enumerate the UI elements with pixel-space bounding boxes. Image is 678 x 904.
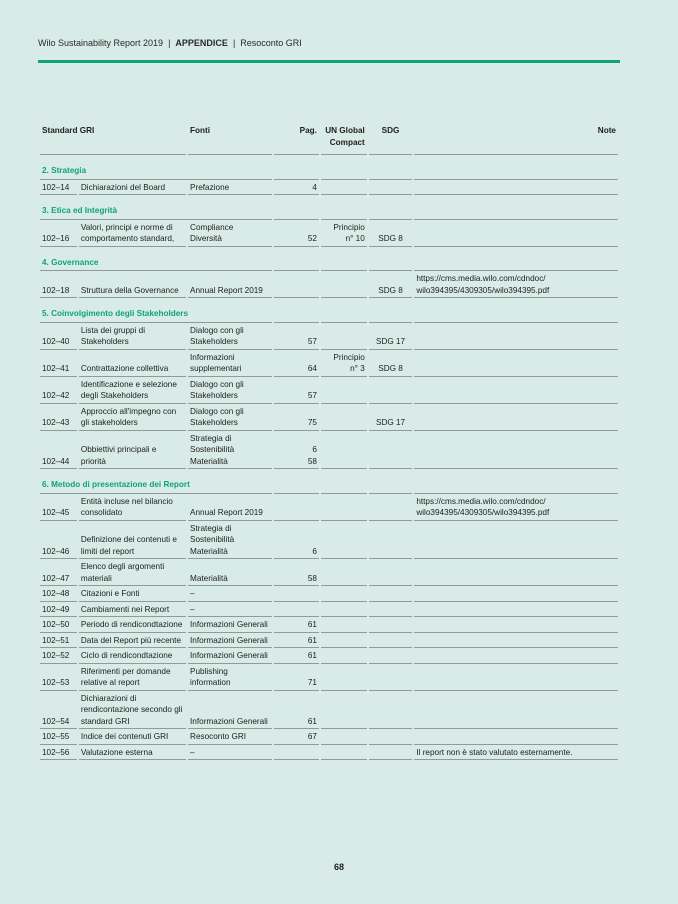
row-code: 102–42 xyxy=(40,377,77,404)
row-description: Definizione dei contenuti e limiti del report xyxy=(79,521,186,560)
section-title: 5. Coinvolgimento degli Stakeholders xyxy=(40,298,272,323)
row-description: Ciclo di rendicondtazione xyxy=(79,648,186,664)
row-description: Indice dei contenuti GRI xyxy=(79,729,186,745)
row-description: Citazioni e Fonti xyxy=(79,586,186,602)
row-global-compact xyxy=(321,633,367,649)
row-description: Valutazione esterna xyxy=(79,745,186,761)
row-sdg xyxy=(369,633,413,649)
row-global-compact xyxy=(321,323,367,350)
row-global-compact xyxy=(321,180,367,196)
row-code: 102–52 xyxy=(40,648,77,664)
row-global-compact xyxy=(321,664,367,691)
col-header-sdg: SDG xyxy=(369,123,413,155)
row-pag: 52 xyxy=(274,220,319,247)
row-pag: 4 xyxy=(274,180,319,196)
report-title: Wilo Sustainability Report 2019 xyxy=(38,38,164,48)
table-header-row xyxy=(40,123,618,155)
row-pag: 61 xyxy=(274,691,319,730)
row-note xyxy=(414,350,618,377)
row-fonti: Strategia di Sostenibilità Materialità xyxy=(188,431,272,470)
row-description: Valori, principi e norme di comportamento standard, xyxy=(79,220,186,247)
section-blank-cell xyxy=(369,469,413,494)
row-note xyxy=(414,602,618,618)
row-global-compact: Principio n° 10 xyxy=(321,220,367,247)
row-note xyxy=(414,521,618,560)
table-row xyxy=(40,323,618,350)
row-pag: 64 xyxy=(274,350,319,377)
table-row xyxy=(40,559,618,586)
row-code: 102–48 xyxy=(40,586,77,602)
section-blank-cell xyxy=(414,298,618,323)
section-heading-row xyxy=(40,247,618,272)
section-blank-cell xyxy=(414,247,618,272)
row-note xyxy=(414,586,618,602)
row-note: Il report non è stato valutato esternamente. xyxy=(414,745,618,761)
row-code: 102–45 xyxy=(40,494,77,521)
section-heading-row xyxy=(40,155,618,180)
table-row xyxy=(40,377,618,404)
row-note xyxy=(414,664,618,691)
section-blank-cell xyxy=(274,195,319,220)
row-fonti: Informazioni Generali xyxy=(188,617,272,633)
row-note xyxy=(414,220,618,247)
col-header-fonti: Fonti xyxy=(188,123,272,155)
table-row xyxy=(40,404,618,431)
row-sdg: SDG 17 xyxy=(369,323,413,350)
row-pag: 71 xyxy=(274,664,319,691)
section-blank-cell xyxy=(369,195,413,220)
table-row xyxy=(40,350,618,377)
row-sdg xyxy=(369,586,413,602)
row-pag: 67 xyxy=(274,729,319,745)
row-sdg: SDG 17 xyxy=(369,404,413,431)
row-global-compact xyxy=(321,602,367,618)
row-code: 102–50 xyxy=(40,617,77,633)
row-description: Dichiarazioni di rendicontazione secondo gli standard GRI xyxy=(79,691,186,730)
row-global-compact xyxy=(321,431,367,470)
row-note xyxy=(414,323,618,350)
row-description: Obbiettivi principali e priorità xyxy=(79,431,186,470)
row-global-compact xyxy=(321,559,367,586)
row-description: Riferimenti per domande relative al report xyxy=(79,664,186,691)
row-global-compact xyxy=(321,648,367,664)
section-blank-cell xyxy=(369,247,413,272)
row-global-compact xyxy=(321,494,367,521)
row-note: https://cms.media.wilo.com/cdndoc/ wilo394395/4309305/wilo394395.pdf xyxy=(414,271,618,298)
row-global-compact xyxy=(321,404,367,431)
row-description: Approccio all'impegno con gli stakeholders xyxy=(79,404,186,431)
row-pag: 61 xyxy=(274,617,319,633)
section-blank-cell xyxy=(274,298,319,323)
row-description: Struttura della Governance xyxy=(79,271,186,298)
row-sdg: SDG 8 xyxy=(369,220,413,247)
table-row xyxy=(40,521,618,560)
row-global-compact xyxy=(321,521,367,560)
table-row xyxy=(40,586,618,602)
section-heading-row xyxy=(40,298,618,323)
row-fonti: Informazioni supplementari xyxy=(188,350,272,377)
section-blank-cell xyxy=(274,247,319,272)
row-note xyxy=(414,633,618,649)
table-row xyxy=(40,617,618,633)
section-blank-cell xyxy=(414,195,618,220)
gri-index-table xyxy=(38,123,620,760)
table-row xyxy=(40,648,618,664)
section-blank-cell xyxy=(274,469,319,494)
row-description: Lista dei gruppi di Stakeholders xyxy=(79,323,186,350)
row-note xyxy=(414,648,618,664)
row-sdg xyxy=(369,729,413,745)
row-code: 102–40 xyxy=(40,323,77,350)
row-note xyxy=(414,729,618,745)
section-blank-cell xyxy=(414,155,618,180)
row-note xyxy=(414,617,618,633)
row-global-compact xyxy=(321,377,367,404)
row-code: 102–16 xyxy=(40,220,77,247)
row-code: 102–49 xyxy=(40,602,77,618)
section-blank-cell xyxy=(321,298,367,323)
row-global-compact xyxy=(321,586,367,602)
section-blank-cell xyxy=(321,155,367,180)
row-pag: 6 58 xyxy=(274,431,319,470)
section-title: 2. Strategia xyxy=(40,155,272,180)
row-fonti: Materialità xyxy=(188,559,272,586)
row-code: 102–56 xyxy=(40,745,77,761)
row-fonti: Publishing information xyxy=(188,664,272,691)
row-code: 102–54 xyxy=(40,691,77,730)
row-global-compact xyxy=(321,271,367,298)
col-header-standard: Standard GRI xyxy=(40,123,186,155)
row-fonti: – xyxy=(188,586,272,602)
row-note xyxy=(414,559,618,586)
row-pag xyxy=(274,602,319,618)
row-fonti: Informazioni Generali xyxy=(188,648,272,664)
row-sdg xyxy=(369,691,413,730)
row-sdg xyxy=(369,648,413,664)
row-pag: 75 xyxy=(274,404,319,431)
row-pag xyxy=(274,586,319,602)
row-global-compact xyxy=(321,691,367,730)
row-sdg xyxy=(369,617,413,633)
row-fonti: Prefazione xyxy=(188,180,272,196)
row-fonti: Compliance Diversità xyxy=(188,220,272,247)
row-sdg xyxy=(369,431,413,470)
table-row xyxy=(40,180,618,196)
row-note xyxy=(414,404,618,431)
row-global-compact: Principio n° 3 xyxy=(321,350,367,377)
row-sdg xyxy=(369,377,413,404)
row-note xyxy=(414,180,618,196)
row-fonti: Informazioni Generali xyxy=(188,691,272,730)
row-pag: 6 xyxy=(274,521,319,560)
row-description: Periodo di rendicondtazione xyxy=(79,617,186,633)
row-fonti: Dialogo con gli Stakeholders xyxy=(188,377,272,404)
section-blank-cell xyxy=(369,155,413,180)
section-blank-cell xyxy=(414,469,618,494)
section-blank-cell xyxy=(321,469,367,494)
row-sdg: SDG 8 xyxy=(369,350,413,377)
row-sdg xyxy=(369,180,413,196)
section-blank-cell xyxy=(274,155,319,180)
table-row xyxy=(40,494,618,521)
row-fonti: Strategia di Sostenibilità Materialità xyxy=(188,521,272,560)
header-separator-1: | xyxy=(168,38,171,48)
row-sdg xyxy=(369,602,413,618)
row-sdg xyxy=(369,559,413,586)
row-code: 102–51 xyxy=(40,633,77,649)
section-title: 6. Metodo di presentazione dei Report xyxy=(40,469,272,494)
row-code: 102–53 xyxy=(40,664,77,691)
table-row xyxy=(40,431,618,470)
section-title: 4. Governance xyxy=(40,247,272,272)
row-code: 102–44 xyxy=(40,431,77,470)
row-sdg xyxy=(369,745,413,761)
row-sdg xyxy=(369,664,413,691)
section-blank-cell xyxy=(321,247,367,272)
row-fonti: Dialogo con gli Stakeholders xyxy=(188,323,272,350)
table-row xyxy=(40,633,618,649)
row-code: 102–43 xyxy=(40,404,77,431)
row-fonti: – xyxy=(188,745,272,761)
row-fonti: Annual Report 2019 xyxy=(188,271,272,298)
row-description: Entità incluse nel bilancio consolidato xyxy=(79,494,186,521)
row-description: Cambiamenti nei Report xyxy=(79,602,186,618)
section-heading-row xyxy=(40,469,618,494)
col-header-pag: Pag. xyxy=(274,123,319,155)
row-code: 102–18 xyxy=(40,271,77,298)
row-global-compact xyxy=(321,729,367,745)
row-global-compact xyxy=(321,745,367,761)
row-description: Contrattazione collettiva xyxy=(79,350,186,377)
row-description: Identificazione e selezione degli Stakeholders xyxy=(79,377,186,404)
row-note xyxy=(414,431,618,470)
row-pag xyxy=(274,745,319,761)
header-section: APPENDICE xyxy=(175,38,228,48)
row-note xyxy=(414,377,618,404)
row-code: 102–47 xyxy=(40,559,77,586)
section-heading-row xyxy=(40,195,618,220)
row-pag: 58 xyxy=(274,559,319,586)
row-description: Dichiarazioni del Board xyxy=(79,180,186,196)
col-header-global-compact: UN Global Compact xyxy=(321,123,367,155)
section-title: 3. Etica ed Integrità xyxy=(40,195,272,220)
row-pag xyxy=(274,271,319,298)
table-row xyxy=(40,664,618,691)
row-note xyxy=(414,691,618,730)
row-code: 102–41 xyxy=(40,350,77,377)
row-code: 102–14 xyxy=(40,180,77,196)
row-sdg xyxy=(369,494,413,521)
table-row xyxy=(40,691,618,730)
row-sdg: SDG 8 xyxy=(369,271,413,298)
table-row xyxy=(40,220,618,247)
row-pag: 61 xyxy=(274,648,319,664)
table-row xyxy=(40,745,618,761)
table-row xyxy=(40,729,618,745)
col-header-note: Note xyxy=(414,123,618,155)
header-separator-2: | xyxy=(232,38,236,48)
header-rule xyxy=(38,60,620,63)
row-description: Data del Report più recente xyxy=(79,633,186,649)
header-subsection: Resoconto GRI xyxy=(240,38,302,48)
row-sdg xyxy=(369,521,413,560)
row-fonti: Resoconto GRI xyxy=(188,729,272,745)
table-body xyxy=(40,155,618,760)
section-blank-cell xyxy=(321,195,367,220)
row-fonti: Informazioni Generali xyxy=(188,633,272,649)
row-pag: 61 xyxy=(274,633,319,649)
row-pag xyxy=(274,494,319,521)
running-header xyxy=(38,38,302,48)
row-global-compact xyxy=(321,617,367,633)
row-fonti: – xyxy=(188,602,272,618)
row-pag: 57 xyxy=(274,377,319,404)
row-fonti: Dialogo con gli Stakeholders xyxy=(188,404,272,431)
row-pag: 57 xyxy=(274,323,319,350)
table-row xyxy=(40,602,618,618)
row-description: Elenco degli argomenti materiali xyxy=(79,559,186,586)
row-code: 102–55 xyxy=(40,729,77,745)
row-code: 102–46 xyxy=(40,521,77,560)
row-fonti: Annual Report 2019 xyxy=(188,494,272,521)
page-number: 68 xyxy=(333,862,344,872)
section-blank-cell xyxy=(369,298,413,323)
row-note: https://cms.media.wilo.com/cdndoc/ wilo394395/4309305/wilo394395.pdf xyxy=(414,494,618,521)
table-row xyxy=(40,271,618,298)
